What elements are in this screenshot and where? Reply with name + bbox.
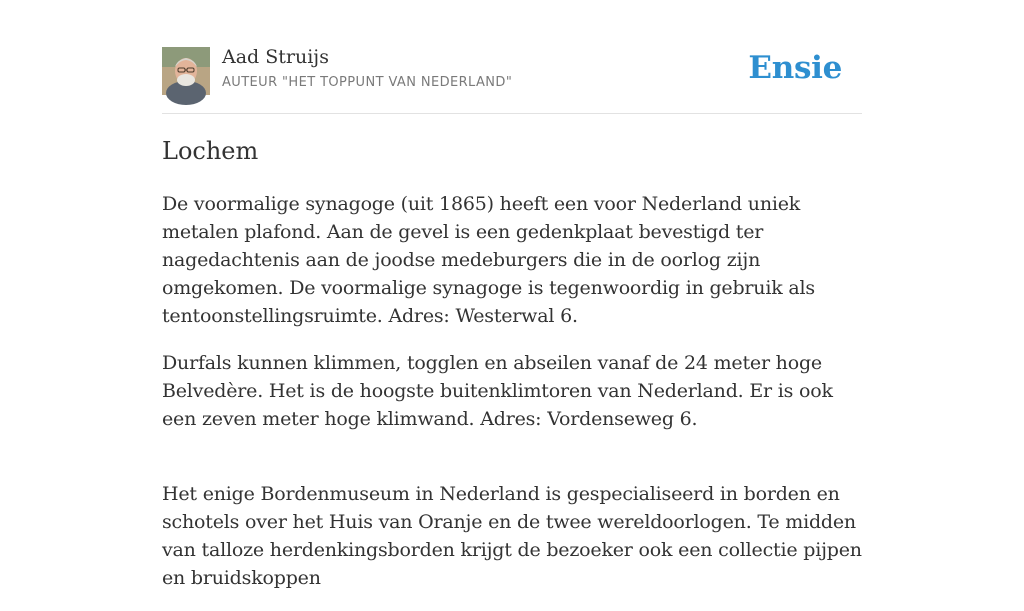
- author-name[interactable]: Aad Struijs: [222, 46, 329, 68]
- page-container: [162, 0, 862, 589]
- article-paragraph: Het enige Bordenmuseum in Nederland is gespecialiseerd in borden en schotels over het Huis van Oranje en de twee wereldoorlogen. Te midden van talloze herdenkingsborden krijgt de bezoeker ook een collectie pijpen en bruidskoppen: [162, 483, 862, 589]
- article-paragraph: De voormalige synagoge (uit 1865) heeft een voor Nederland uniek metalen plafond. Aan de gevel is een gedenkplaat bevestigd ter nagedachtenis aan de joodse medeburgers die in de oorlog zijn omgekomen. De voormalige synagoge is tegenwoordig in gebruik als tentoonstellingsruimte. Adres: Westerwal 6.: [162, 193, 815, 327]
- author-photo: [162, 47, 210, 95]
- article-body: [162, 190, 862, 611]
- article-paragraph: Durfals kunnen klimmen, togglen en abseilen vanaf de 24 meter hoge Belvedère. Het is de hoogste buitenklimtoren van Nederland. Er is ook een zeven meter hoge klimwand. Adres: Vordenseweg 6.: [162, 352, 833, 430]
- author-avatar[interactable]: [162, 47, 210, 95]
- author-subtitle: AUTEUR "HET TOPPUNT VAN NEDERLAND": [222, 75, 513, 90]
- author-header: [162, 0, 862, 114]
- page-title: Lochem: [162, 137, 259, 165]
- ensie-logo[interactable]: Ensie: [748, 50, 842, 86]
